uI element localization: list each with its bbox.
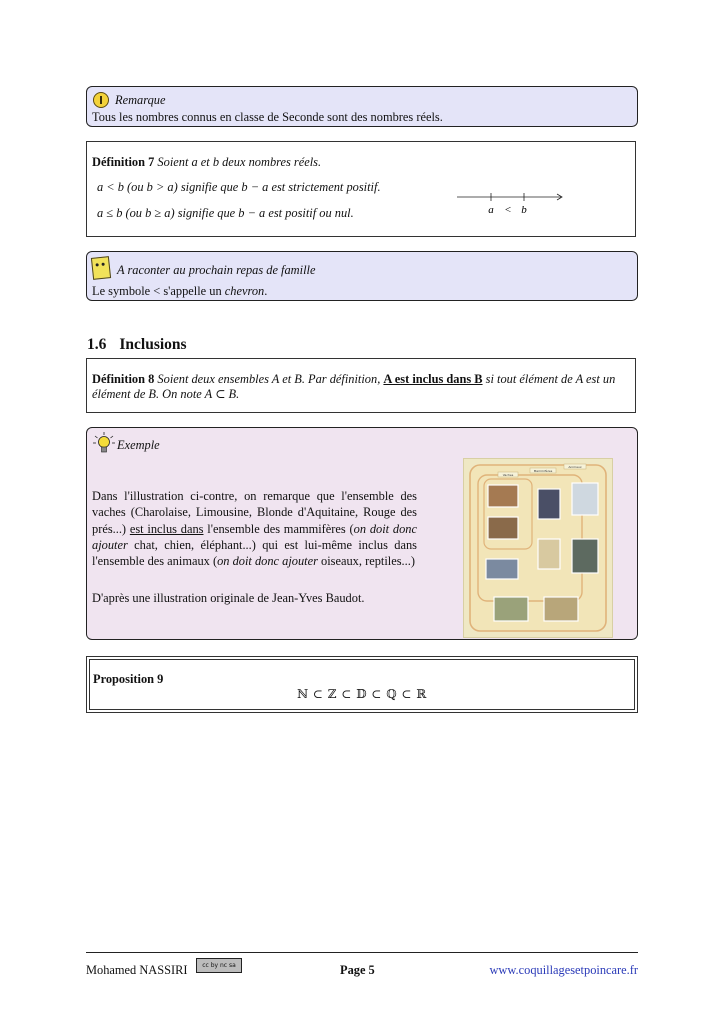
proposition-9-formula: ℕ ⊂ ℤ ⊂ 𝔻 ⊂ ℚ ⊂ ℝ [297,687,427,701]
section-number: 1.6 [87,336,107,353]
footer-author: Mohamed NASSIRI [86,963,188,977]
lightbulb-icon [93,432,115,454]
number-line-b: b [521,204,527,216]
definition-8-rest: si tout élément de A est un élément de B. On note A ⊂ B. [92,372,616,401]
definition-7-label: Définition 7 [92,155,155,169]
photo-label-cows: Vaches [502,473,514,477]
section-heading [87,336,187,354]
definition-7-large: a ≤ b (ou b ≥ a) signifie que b − a est positif ou nul. [97,206,354,220]
footer-rule [86,952,638,953]
definition-8-strong: A est inclus dans B [383,372,483,386]
definition-7-box [86,141,636,237]
book-icon [91,256,111,280]
proposition-9-box [86,656,638,713]
stamps-photo [463,458,613,638]
example-box [86,427,638,640]
example-paragraph [92,488,417,569]
remark-title: Remarque [115,93,166,107]
definition-7-head [92,155,321,170]
footer-url-link[interactable]: www.coquillagesetpoincare.fr [489,963,638,977]
example-p1c: chat, chien, éléphant...) qui est lui-même inclus dans l'ensemble des animaux ( [92,537,417,569]
example-p1b: l'ensemble des mammifères ( [207,521,354,536]
cc-license-badge: cc by nc sa [196,958,242,973]
example-p1: Dans l'illustration ci-contre, on remarque que l'ensemble des vaches (Charolaise, Limousine, Blonde d'Aquitaine, Rouge des prés...) [92,489,417,536]
example-p1d: oiseaux, reptiles...) [321,554,415,569]
definition-8-label: Définition 8 [92,372,155,386]
proposition-9-label: Proposition 9 [93,672,164,686]
example-p1-em1: on doit donc ajouter [92,521,417,552]
example-credit: D'après une illustration originale de Jean-Yves Baudot. [92,591,365,605]
example-p1-underline: est inclus dans [129,521,204,536]
info-icon [93,92,109,108]
anecdote-title: A raconter au prochain repas de famille [117,263,316,277]
example-p1-em2: on doit donc ajouter [217,554,318,569]
anecdote-body-suffix: . [264,284,268,298]
number-line [457,187,567,227]
definition-8-text [92,372,630,402]
remark-body: Tous les nombres connus en classe de Seconde sont des nombres réels. [92,110,443,124]
photo-label-mammals: Mammifères [533,469,553,473]
definition-7-strict: a < b (ou b > a) signifie que b − a est strictement positif. [97,180,381,194]
remark-box [86,86,638,127]
anecdote-body-prefix: Le symbole < s'appelle un [92,284,222,298]
anecdote-body-em: chevron [224,284,265,298]
number-line-op: < [504,204,512,216]
section-title: Inclusions [119,336,187,353]
example-title: Exemple [117,438,160,452]
definition-7-intro: Soient a et b deux nombres réels. [157,155,322,169]
anecdote-body [92,284,267,299]
definition-8-intro: Soient deux ensembles A et B. Par définition, [157,372,381,386]
definition-8-box [86,358,636,413]
anecdote-box [86,251,638,301]
number-line-a: a [488,204,494,216]
footer-page-number: Page 5 [340,963,375,977]
photo-label-animals: Animaux [568,465,582,469]
